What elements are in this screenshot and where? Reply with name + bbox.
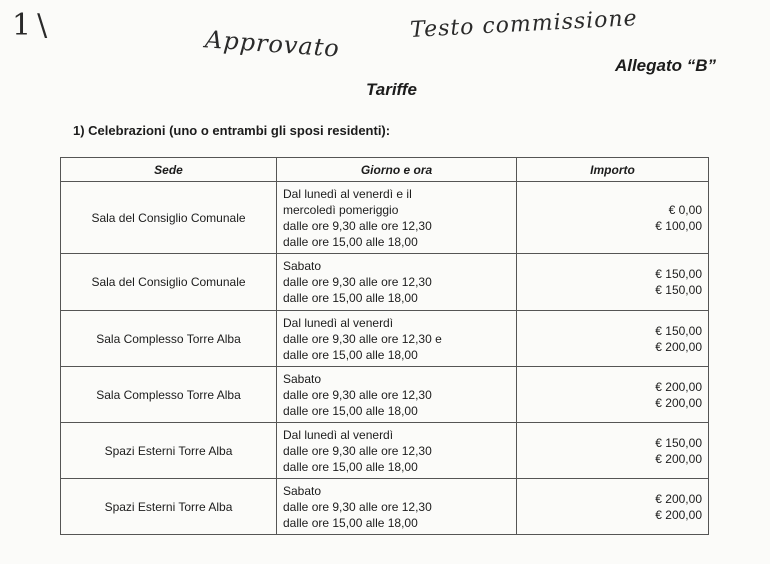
giorno-line: dalle ore 15,00 alle 18,00	[283, 459, 418, 474]
giorno-line: dalle ore 9,30 alle ore 12,30	[283, 387, 432, 402]
importo-line: € 150,00	[655, 435, 702, 450]
sede-cell: Sala del Consiglio Comunale	[61, 254, 277, 311]
giorno-line: dalle ore 15,00 alle 18,00	[283, 347, 418, 362]
giorno-line: dalle ore 9,30 alle ore 12,30	[283, 499, 432, 514]
table-row	[61, 311, 709, 367]
importo-cell	[517, 479, 709, 535]
table-header-row	[61, 158, 709, 182]
giorno-line: Dal lunedì al venerdì e il	[283, 186, 412, 201]
giorno-line: dalle ore 9,30 alle ore 12,30	[283, 275, 432, 289]
sede-cell: Sala Complesso Torre Alba	[61, 311, 277, 367]
handwritten-corner-mark: 1\	[12, 8, 54, 43]
giorno-line: Dal lunedì al venerdì	[283, 315, 394, 330]
handwritten-commission-note: Testo commissione	[409, 6, 639, 43]
giorno-line: mercoledì pomeriggio	[283, 202, 399, 217]
importo-line: € 200,00	[655, 507, 702, 522]
importo-line: € 200,00	[655, 491, 702, 506]
importo-line: € 200,00	[655, 451, 702, 466]
giorno-line: Sabato	[283, 259, 322, 273]
tariff-table	[60, 157, 709, 535]
giorno-line: dalle ore 9,30 alle ore 12,30	[283, 218, 432, 233]
giorno-cell	[277, 479, 517, 535]
table-row	[61, 182, 709, 254]
sede-cell: Sala del Consiglio Comunale	[61, 182, 277, 254]
sede-cell: Spazi Esterni Torre Alba	[61, 423, 277, 479]
giorno-line: dalle ore 15,00 alle 18,00	[283, 515, 418, 530]
giorno-cell	[277, 182, 517, 254]
importo-cell	[517, 367, 709, 423]
importo-line: € 100,00	[655, 218, 702, 233]
giorno-line: dalle ore 15,00 alle 18,00	[283, 403, 418, 418]
giorno-cell	[277, 254, 517, 311]
importo-cell	[517, 254, 709, 311]
importo-cell	[517, 423, 709, 479]
sede-cell: Spazi Esterni Torre Alba	[61, 479, 277, 535]
importo-line: € 0,00	[668, 202, 702, 217]
giorno-cell	[277, 367, 517, 423]
importo-line: € 150,00	[655, 323, 702, 338]
header-sede: Sede	[61, 158, 277, 182]
header-importo: Importo	[517, 158, 709, 182]
importo-line: € 200,00	[655, 395, 702, 410]
section-heading: 1) Celebrazioni (uno o entrambi gli sposi residenti):	[73, 123, 391, 138]
giorno-cell	[277, 311, 517, 367]
giorno-line: dalle ore 15,00 alle 18,00	[283, 234, 418, 249]
table-row	[61, 254, 709, 311]
giorno-line: dalle ore 9,30 alle ore 12,30	[283, 443, 432, 458]
giorno-line: Dal lunedì al venerdì	[283, 427, 394, 442]
table-row	[61, 479, 709, 535]
giorno-cell	[277, 423, 517, 479]
allegato-label: Allegato “B”	[614, 56, 716, 75]
importo-line: € 200,00	[655, 379, 702, 394]
giorno-line: Sabato	[283, 371, 322, 386]
importo-line: € 150,00	[655, 283, 702, 297]
giorno-line: dalle ore 15,00 alle 18,00	[283, 291, 418, 305]
giorno-line: dalle ore 9,30 alle ore 12,30 e	[283, 331, 442, 346]
table-row	[61, 423, 709, 479]
giorno-line: Sabato	[283, 483, 322, 498]
sede-cell: Sala Complesso Torre Alba	[61, 367, 277, 423]
handwritten-approved-note: Approvato	[204, 25, 341, 63]
importo-cell	[517, 311, 709, 367]
table-row	[61, 367, 709, 423]
importo-line: € 200,00	[655, 339, 702, 354]
importo-cell	[517, 182, 709, 254]
page-title: Tariffe	[366, 80, 418, 99]
header-giorno: Giorno e ora	[277, 158, 517, 182]
importo-line: € 150,00	[655, 267, 702, 281]
